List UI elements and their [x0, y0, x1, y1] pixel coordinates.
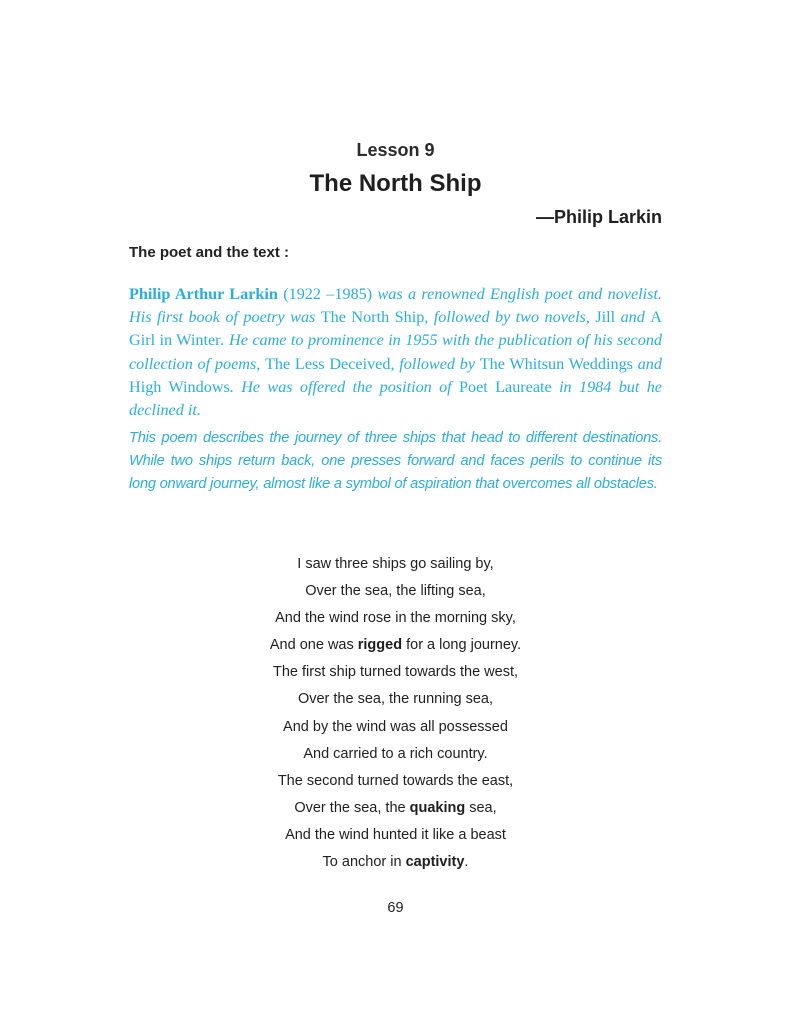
- glossary-word: captivity: [405, 854, 465, 871]
- poem-line: And the wind rose in the morning sky,: [275, 610, 516, 627]
- poem-line: And by the wind was all possessed: [283, 718, 508, 735]
- book-title: The Less Deceived: [265, 354, 391, 373]
- lesson-title: The North Ship: [309, 170, 482, 197]
- intro-text: in 1984 but he declined it.: [129, 377, 662, 420]
- intro-text: , followed by: [390, 354, 480, 373]
- poem-line: And carried to a rich country.: [303, 745, 488, 762]
- book-title: High Windows: [129, 377, 230, 396]
- poem-line: The second turned towards the east,: [277, 772, 514, 789]
- book-title: The Whitsun Weddings: [479, 354, 633, 373]
- poet-introduction: [129, 283, 662, 422]
- intro-text: was a renowned English poet and novelist. His first book of poetry was: [129, 285, 662, 327]
- intro-text: . He was offered the position of: [229, 377, 460, 396]
- glossary-word: quaking: [409, 799, 466, 816]
- poem-line-text: for a long journey.: [402, 637, 522, 654]
- poem-line: [0, 795, 791, 822]
- poem-line: [0, 849, 791, 876]
- poem-line-text: And one was: [269, 637, 358, 654]
- poem-line: Over the sea, the running sea,: [297, 691, 494, 708]
- lesson-number: Lesson 9: [356, 140, 435, 160]
- poem-stanza: [0, 551, 791, 876]
- poet-dates: (1922 –1985): [277, 285, 378, 303]
- poem-line: I saw three ships go sailing by,: [297, 556, 494, 572]
- section-heading: The poet and the text :: [129, 244, 290, 261]
- honour-title: Poet Laureate: [459, 377, 552, 396]
- poem-line: [0, 632, 791, 659]
- intro-text: . He came to prominence in 1955 with the publication of his second collection of poems,: [129, 331, 663, 373]
- glossary-word: rigged: [357, 637, 403, 654]
- poem-line-text: To anchor in: [322, 854, 406, 871]
- book-title: Jill: [595, 308, 616, 327]
- poem-line: The first ship turned towards the west,: [273, 664, 518, 681]
- poem-line: And the wind hunted it like a beast: [285, 826, 506, 843]
- poem-line: Over the sea, the lifting sea,: [305, 583, 486, 600]
- poem-line-text: .: [464, 854, 469, 871]
- book-title: A Girl in Winter: [129, 308, 662, 350]
- poem-line-text: Over the sea, the: [294, 799, 410, 816]
- page-number: 69: [387, 900, 404, 916]
- intro-text: , followed by two novels,: [424, 308, 596, 327]
- book-title: The North Ship: [320, 308, 425, 327]
- poet-attribution: —Philip Larkin: [535, 207, 662, 227]
- poem-line-text: sea,: [465, 799, 497, 816]
- poet-full-name: Philip Arthur Larkin: [129, 285, 278, 303]
- poem-description: This poem describes the journey of three ships that head to different destinations. While two ships return back, one presses forward and faces perils to continue its long onward journey, almost like a symbol of aspiration that overcomes all obstacles.: [129, 430, 662, 493]
- intro-text: and: [615, 308, 651, 327]
- intro-text: and: [632, 354, 662, 373]
